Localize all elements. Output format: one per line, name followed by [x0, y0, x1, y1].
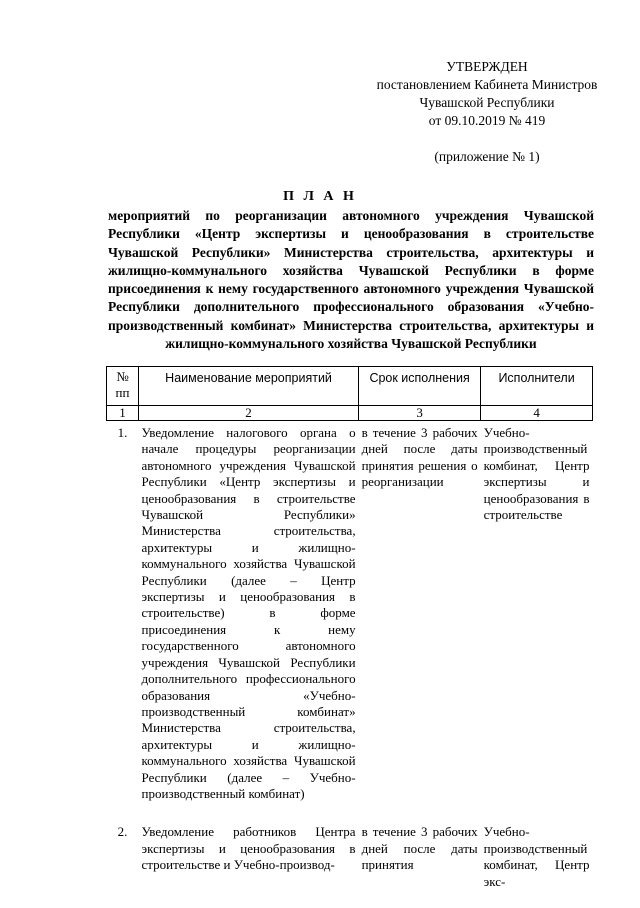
- header-deadline: Срок исполнения: [359, 367, 481, 406]
- row-deadline: в течение 3 рабочих дней после даты принятия: [361, 824, 478, 873]
- header-executors: Исполнители: [481, 367, 593, 406]
- row-number: 2.: [117, 824, 128, 840]
- approval-status: УТВЕРЖДЕН: [446, 59, 528, 74]
- row-number: 1.: [117, 425, 128, 440]
- table-row: [107, 820, 593, 908]
- row-activity: Уведомление налогового органа о начале процедуры реорганизации автономного учреждения Чувашской Республики «Центр экспертизы и ценообразования в строительстве Чувашской Республики» Министерства строительства, архитектуры и жилищно-коммунального хозяйства Чувашской Республики (далее – Центр экспертизы и ценообразования в строительстве) в форме присоединения к нему государственного автономного учреждения Чувашской Республики дополнительного профессионального образования «Учебно-производственный комбинат» Министерства строительства, архитектуры и жилищно-коммунального хозяйства Чувашской Республики (далее – Учебно-производственный комбинат): [141, 425, 356, 801]
- row-executors: Учебно-производственный комбинат, Центр экс-: [483, 824, 590, 889]
- column-number-row: [107, 406, 593, 421]
- row-activity: Уведомление работников Центра экспертизы и ценообразования в строительстве и Учебно-производ-: [141, 824, 356, 873]
- column-number: 4: [481, 406, 593, 421]
- approval-stamp: [352, 58, 622, 166]
- plan-subtitle: мероприятий по реорганизации автономного учреждения Чувашской Республики «Центр экспертизы и ценообразования в строительстве Чувашской Республики» Министерства строительства, архитектуры и жилищно-коммунального хозяйства Чувашской Республики в форме присоединения к нему государственного автономного учреждения Чувашской Республики дополнительного профессионального образования «Учебно-производственный комбинат» Министерства строительства, архитектуры и жилищно-коммунального хозяйства Чувашской Республики: [108, 208, 594, 352]
- header-number: № пп: [107, 367, 139, 406]
- table-row: [107, 421, 593, 821]
- approval-line-2: Чувашской Республики: [419, 95, 555, 110]
- plan-table: [106, 366, 593, 908]
- plan-title: П Л А Н: [283, 189, 357, 204]
- row-deadline: в течение 3 рабочих дней после даты принятия решения о реорганизации: [361, 425, 478, 490]
- column-number: 2: [139, 406, 359, 421]
- approval-line-3: от 09.10.2019 № 419: [428, 113, 546, 128]
- column-number: 1: [107, 406, 139, 421]
- approval-line-1: постановлением Кабинета Министров: [376, 77, 598, 92]
- header-activity: Наименование мероприятий: [139, 367, 359, 406]
- table-header-row: [107, 367, 593, 406]
- appendix-label: (приложение № 1): [434, 149, 540, 164]
- column-number: 3: [359, 406, 481, 421]
- row-executors: Учебно-производственный комбинат, Центр экспертизы и ценообразования в строительстве: [483, 425, 590, 523]
